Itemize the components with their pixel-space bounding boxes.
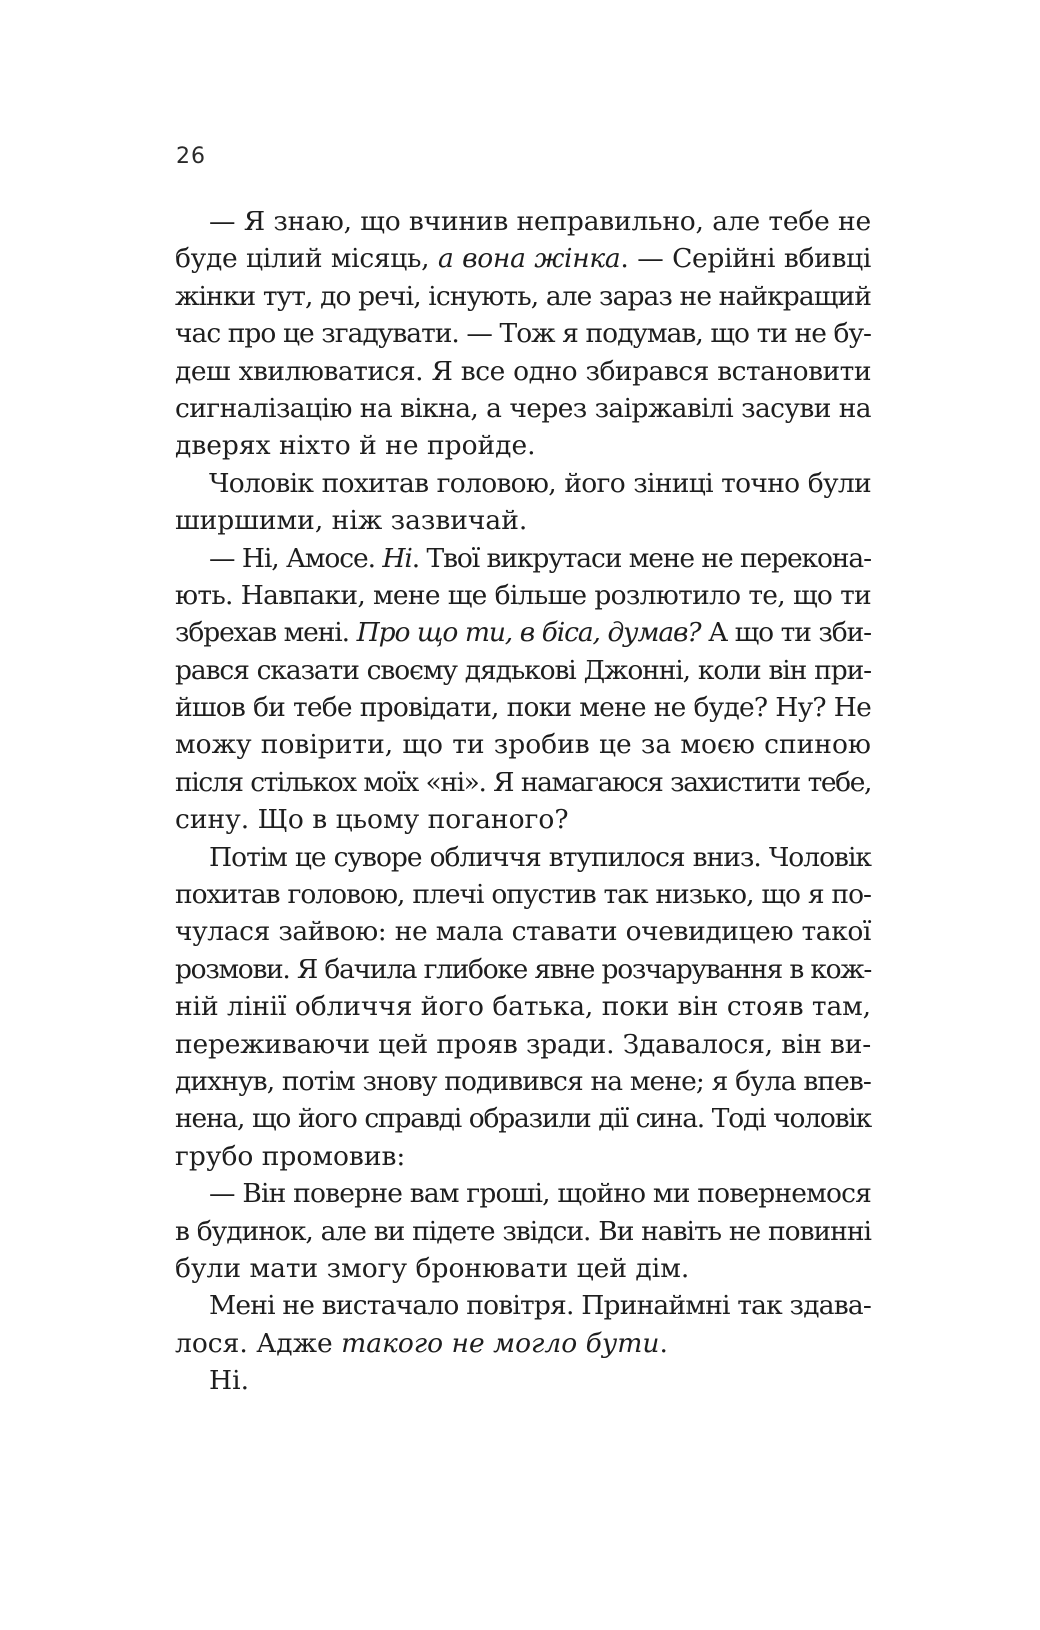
text-run: деш хвилюватися. Я все одно збирався встановити (175, 355, 871, 387)
text-run: Мені не вистачало повітря. Принаймні так здава- (209, 1290, 871, 1322)
text-run: ширшими, ніж зазвичай. (175, 505, 528, 537)
text-run: були мати змогу бронювати цей дім. (175, 1252, 690, 1284)
text-run: — Він поверне вам гроші, щойно ми повернемося (209, 1178, 872, 1210)
text-line (175, 353, 871, 390)
text-run: ють. Навпаки, мене ще більше розлютило те, що ти (175, 579, 871, 611)
text-line (175, 1325, 871, 1362)
text-run: . — Серійні вбивці (620, 243, 872, 275)
text-run: нена, що його справді образили дії сина. Тоді чоловік (175, 1103, 871, 1135)
italic-run: Про що ти, в біса, думав? (356, 617, 701, 649)
text-line (175, 540, 871, 577)
text-line (175, 1175, 871, 1212)
text-line (175, 951, 871, 988)
text-line (175, 839, 871, 876)
text-run: буде цілий місяць, (175, 243, 438, 275)
italic-run: такого не могло бути (341, 1327, 660, 1359)
text-run: можу повірити, що ти зробив це за моєю спиною (175, 729, 871, 761)
text-run: сину. Що в цьому поганого? (175, 804, 569, 836)
text-run: переживаючи цей прояв зради. Здавалося, він ви- (175, 1028, 871, 1060)
text-line (175, 465, 871, 502)
text-run: після стількох моїх «ні». Я намагаюся захистити тебе, (175, 766, 871, 798)
text-line (175, 988, 871, 1025)
text-line (175, 1063, 871, 1100)
text-run: рався сказати своєму дядькові Джонні, коли він при- (175, 654, 871, 686)
text-line (175, 1287, 871, 1324)
text-run: Потім це суворе обличчя втупилося вниз. Чоловік (209, 841, 871, 873)
text-run: розмови. Я бачила глибоке явне розчарування в кож- (175, 953, 871, 985)
page-number: 26 (176, 144, 206, 169)
text-run: А що ти зби- (700, 617, 872, 649)
text-run: — Я знаю, що вчинив неправильно, але тебе не (209, 206, 871, 237)
text-run: ній лінії обличчя його батька, поки він стояв там, (175, 991, 871, 1023)
text-line (175, 502, 871, 539)
text-run: жінки тут, до речі, існують, але зараз не найкращий (175, 280, 871, 312)
text-line (175, 614, 871, 651)
text-line (175, 1250, 871, 1287)
text-run: збрехав мені. (175, 617, 357, 649)
text-line (175, 1213, 871, 1250)
text-line (175, 726, 871, 763)
text-line (175, 652, 871, 689)
text-line (175, 390, 871, 427)
text-run: — Ні, Амосе. (209, 542, 383, 574)
text-run: Чоловік похитав головою, його зіниці точно були (209, 467, 871, 499)
text-line (175, 577, 871, 614)
text-line (175, 689, 871, 726)
text-run: час про це згадувати. — Тож я подумав, що ти не бу- (175, 318, 871, 350)
italic-run: Ні (382, 542, 412, 574)
italic-run: а вона жінка (437, 243, 621, 275)
text-run: дверях ніхто й не пройде. (175, 430, 536, 462)
body-text (175, 203, 871, 1400)
text-run: Ні. (209, 1365, 250, 1397)
text-line (175, 801, 871, 838)
text-line (175, 203, 871, 240)
text-line (175, 278, 871, 315)
text-line (175, 315, 871, 352)
text-run: . Твої викрутаси мене не переконa- (411, 542, 871, 574)
text-run: похитав головою, плечі опустив так низько, що я по- (175, 879, 871, 911)
text-line (175, 240, 871, 277)
text-line (175, 427, 871, 464)
text-run: чулася зайвою: не мала ставати очевидицею такої (175, 916, 871, 948)
text-line (175, 913, 871, 950)
text-run: грубо промовив: (175, 1140, 406, 1172)
text-line (175, 1026, 871, 1063)
text-line (175, 1100, 871, 1137)
text-line (175, 876, 871, 913)
text-run: дихнув, потім знову подивився на мене; я була впев- (175, 1065, 871, 1097)
text-run: . (659, 1327, 668, 1359)
text-run: йшов би тебе провідати, поки мене не буде? Ну? Не (175, 692, 871, 724)
text-line (175, 1362, 871, 1399)
text-run: в будинок, але ви підете звідси. Ви навіть не повинні (175, 1215, 871, 1247)
text-run: лося. Адже (175, 1327, 342, 1359)
text-line (175, 1138, 871, 1175)
text-line (175, 764, 871, 801)
text-run: сигналізацію на вікна, а через заіржавілі засуви на (175, 392, 871, 424)
